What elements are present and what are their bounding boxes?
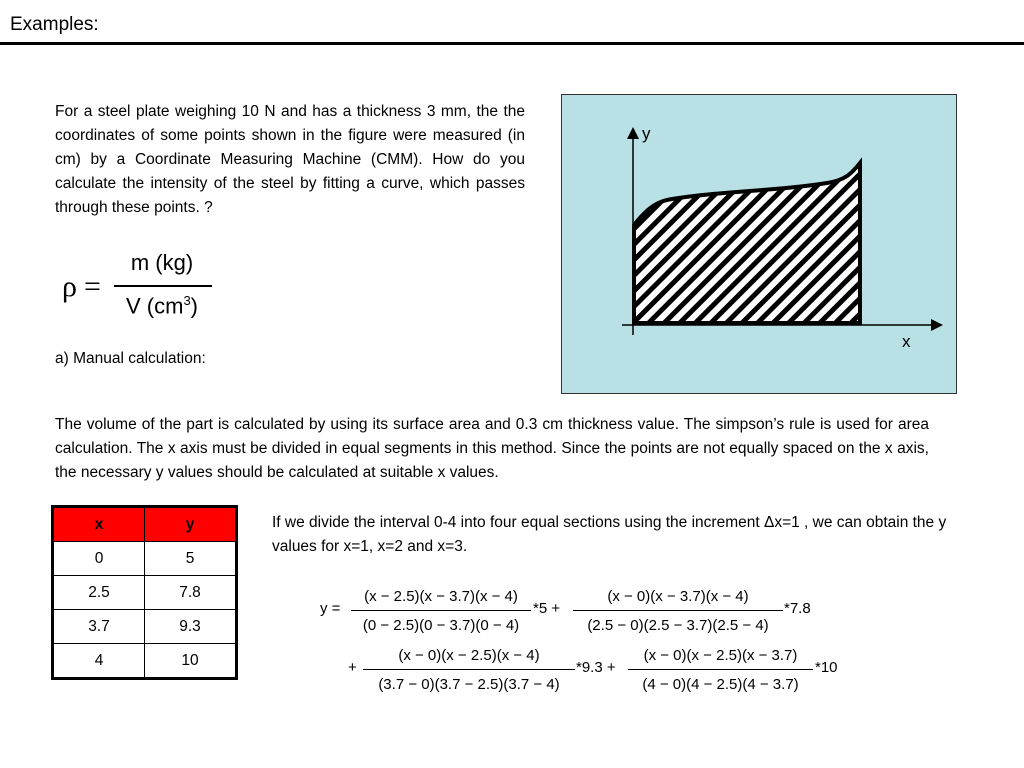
term1-bar (351, 610, 531, 611)
table-header-row (53, 507, 237, 542)
divide-paragraph: If we divide the interval 0-4 into four equal sections using the increment Δx=1 , we can obtain the y values for x=1, x=2 and x=3. (272, 514, 947, 555)
plate-diagram (562, 95, 956, 393)
term2-multiplier: *7.8 (784, 600, 811, 617)
rho-symbol: ρ (62, 270, 77, 303)
y-equals: y = (320, 600, 341, 617)
term3-multiplier: *9.3 + (576, 659, 616, 676)
equals-sign: = (84, 270, 101, 303)
slide-title: Examples: (10, 14, 99, 35)
data-table (51, 505, 238, 680)
term3-bar (363, 669, 575, 670)
title-divider (0, 42, 1024, 45)
table-cell: 4 (53, 644, 145, 679)
table-cell: 0 (53, 542, 145, 576)
term1-multiplier: *5 + (533, 600, 561, 617)
term2-bar (573, 610, 783, 611)
table-row (53, 576, 237, 610)
term2-numerator: (x − 0)(x − 3.7)(x − 4) (607, 588, 749, 605)
table-cell: 9.3 (145, 610, 237, 644)
term4-numerator: (x − 0)(x − 2.5)(x − 3.7) (643, 647, 798, 664)
table-cell: 5 (145, 542, 237, 576)
term1-denominator: (0 − 2.5)(0 − 3.7)(0 − 4) (362, 617, 520, 634)
table-cell: 10 (145, 644, 237, 679)
table-row (53, 542, 237, 576)
denominator-exponent: 3 (183, 293, 191, 308)
term3-numerator: (x − 0)(x − 2.5)(x − 4) (398, 647, 540, 664)
manual-calculation-label: a) Manual calculation: (55, 350, 206, 367)
term1-numerator: (x − 2.5)(x − 3.7)(x − 4) (364, 588, 518, 605)
table-row (53, 644, 237, 679)
lagrange-formula (318, 585, 918, 705)
intro-paragraph: For a steel plate weighing 10 N and has a thickness 3 mm, the the coordinates of some points shown in the figure were measured (in cm) by a Coordinate Measuring Machine (CMM). How do you calculate the intensity of the steel by fitting a curve, which passes through these points. ? (55, 103, 525, 216)
table-cell: 7.8 (145, 576, 237, 610)
denominator-prefix: V (cm (125, 293, 184, 319)
density-denominator (112, 293, 212, 319)
term2-denominator: (2.5 − 0)(2.5 − 3.7)(2.5 − 4) (587, 617, 769, 634)
denominator-suffix: ) (190, 293, 198, 319)
table-cell: 2.5 (53, 576, 145, 610)
plus-sign: + (348, 659, 357, 676)
density-numerator: m (kg) (130, 250, 194, 275)
term4-multiplier: *10 (815, 659, 838, 676)
header-x: x (53, 507, 145, 542)
hatched-area (634, 163, 860, 323)
term4-denominator: (4 − 0)(4 − 2.5)(4 − 3.7) (642, 676, 799, 693)
y-axis-label: y (642, 124, 651, 143)
table-cell: 3.7 (53, 610, 145, 644)
table-row (53, 610, 237, 644)
term4-bar (628, 669, 813, 670)
term3-denominator: (3.7 − 0)(3.7 − 2.5)(3.7 − 4) (378, 676, 560, 693)
x-axis-label: x (902, 332, 911, 351)
fraction-bar (114, 285, 212, 287)
method-paragraph: The volume of the part is calculated by using its surface area and 0.3 cm thickness value. The simpson’s rule is used for area calculation. The x axis must be divided in equal segments in this method. Since the points are not equally spaced on the x axis, the necessary y values should be calculated at suitable x values. (55, 416, 929, 481)
plate-figure (561, 94, 957, 394)
header-y: y (145, 507, 237, 542)
density-formula (62, 250, 242, 330)
